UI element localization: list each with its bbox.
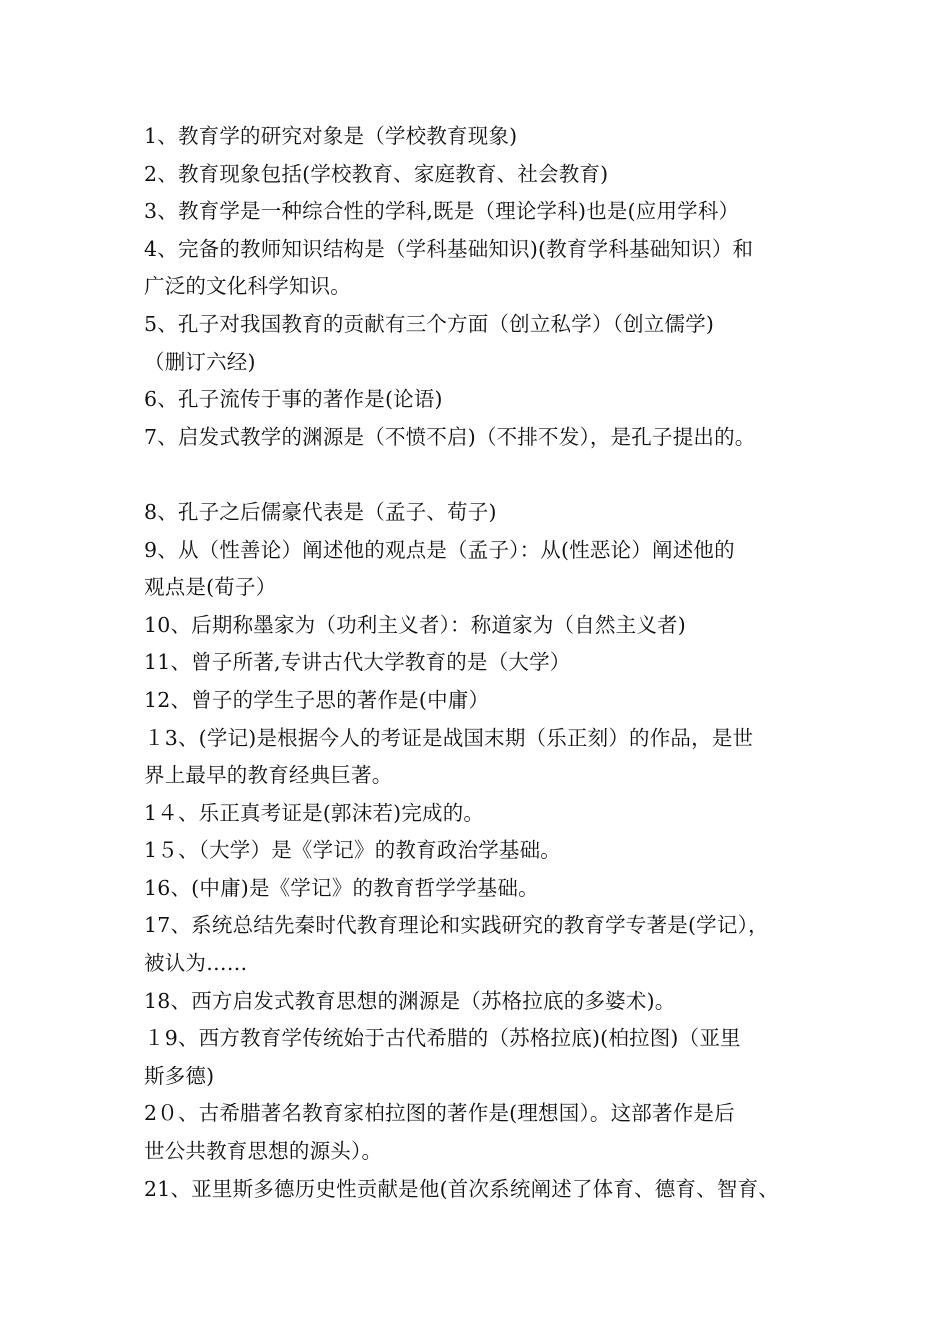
text-line: １3、(学记)是根据今人的考证是战国末期（乐正刻）的作品，是世 [144, 725, 754, 750]
text-line: 18、西方启发式教育思想的渊源是（苏格拉底的多婆术)。 [144, 988, 676, 1013]
text-line: 12、曾子的学生子思的著作是(中庸） [144, 687, 490, 712]
text-line: 5、孔子对我国教育的贡献有三个方面（创立私学）（创立儒学) [144, 311, 715, 336]
text-line: 2、教育现象包括(学校教育、家庭教育、社会教育) [144, 161, 609, 186]
text-line: 界上最早的教育经典巨著。 [144, 763, 393, 788]
text-line: 1５、（大学）是《学记》的教育政治学基础。 [144, 838, 561, 863]
text-line: 7、启发式教学的渊源是（不愤不启)（不排不发），是孔子提出的。 [144, 424, 756, 449]
text-line: 广泛的文化科学知识。 [144, 274, 351, 299]
text-line: 6、孔子流传于事的著作是(论语) [144, 387, 443, 412]
text-line: （删订六经) [144, 349, 256, 374]
text-line: 2０、古希腊著名教育家柏拉图的著作是(理想国）。这部著作是后 [144, 1101, 735, 1126]
text-line: 斯多德) [144, 1063, 215, 1088]
text-line: １9、西方教育学传统始于古代希腊的（苏格拉底)(柏拉图)（亚里 [144, 1026, 741, 1051]
text-line: 11、曾子所著,专讲古代大学教育的是（大学） [144, 650, 571, 675]
text-line: 3、教育学是一种综合性的学科,既是（理论学科)也是(应用学科） [144, 199, 740, 224]
text-line: 9、从（性善论）阐述他的观点是（孟子）：从(性恶论）阐述他的 [144, 537, 735, 562]
text-line: 世公共教育思想的源头）。 [144, 1139, 383, 1164]
text-line: 8、孔子之后儒豪代表是（孟子、荀子) [144, 499, 497, 524]
paragraph-gap [144, 456, 834, 494]
text-line: 16、(中庸)是《学记》的教育哲学学基础。 [144, 875, 539, 900]
text-line: 10、后期称墨家为（功利主义者）：称道家为（自然主义者) [144, 612, 686, 637]
text-line: 观点是(荀子） [144, 575, 277, 600]
text-line: 被认为…… [144, 951, 248, 976]
document-body [144, 118, 834, 1208]
text-line: 17、系统总结先秦时代教育理论和实践研究的教育学专著是(学记）， [144, 913, 769, 938]
text-line: 21、亚里斯多德历史性贡献是他(首次系统阐述了体育、德育、智育、 [144, 1176, 779, 1201]
text-line: 1４、乐正真考证是(郭沫若)完成的。 [144, 800, 485, 825]
text-line: 4、完备的教师知识结构是（学科基础知识)(教育学科基础知识）和 [144, 236, 754, 261]
text-line: 1、教育学的研究对象是（学校教育现象) [144, 124, 518, 148]
